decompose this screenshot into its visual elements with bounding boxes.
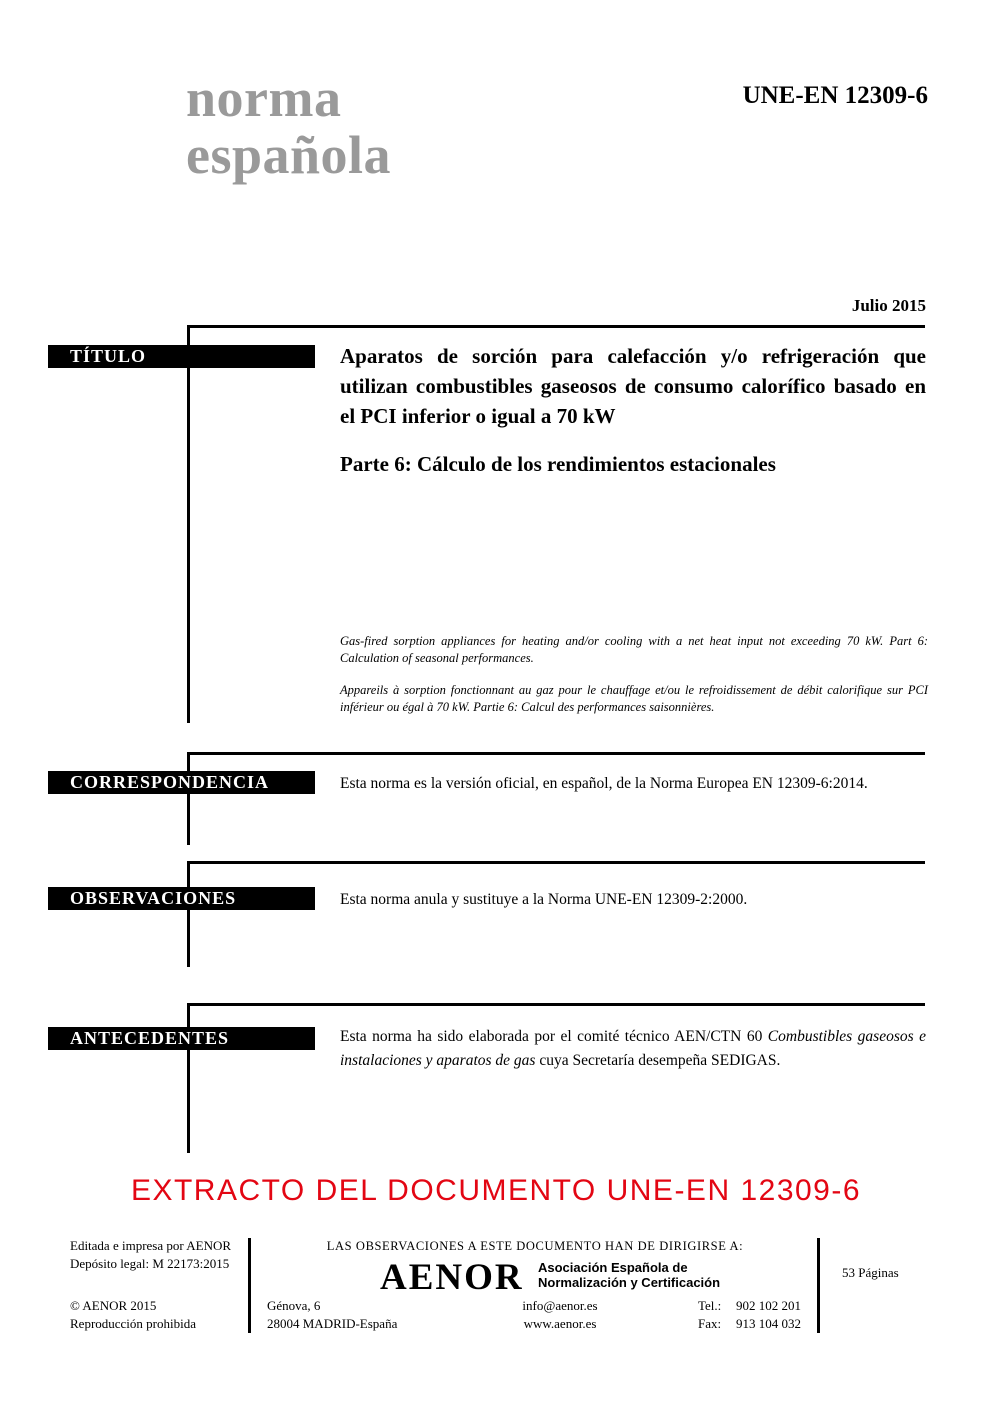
title-line-3: el PCI inferior o igual a 70 kW [340, 404, 616, 428]
correspondencia-label: CORRESPONDENCIA [48, 771, 315, 794]
footer-tel-label: Tel.: [698, 1298, 722, 1313]
footer-observations-heading: LAS OBSERVACIONES A ESTE DOCUMENTO HAN DE DIRIGIRSE A: [326, 1239, 744, 1253]
brand-logo [186, 70, 391, 184]
aenor-org-name [538, 1261, 720, 1290]
title-line-1: Aparatos de sorción para calefacción y/o refrigeración que [340, 344, 926, 368]
footer-contact-web [460, 1297, 660, 1332]
footer-publisher-block [70, 1237, 231, 1272]
footer-legal-deposit: Depósito legal: M 22173:2015 [70, 1255, 230, 1271]
footer-fax-row [698, 1315, 801, 1333]
extract-banner: EXTRACTO DEL DOCUMENTO UNE-EN 12309-6 [130, 1174, 862, 1207]
antecedentes-text-normal-1: Esta norma ha sido elaborada por el comité técnico AEN/CTN 60 [340, 1028, 768, 1045]
correspondencia-top-rule [187, 752, 925, 755]
abstract-english: Gas-fired sorption appliances for heating and/or cooling with a net heat input not exceeding 70 kW. Part 6: Calculation of seasonal performances. [340, 634, 928, 665]
document-title [340, 341, 926, 431]
titulo-label: TÍTULO [48, 345, 315, 368]
footer-copyright: © AENOR 2015 [70, 1298, 157, 1313]
aenor-org-line-2: Normalización y Certificación [538, 1274, 721, 1290]
footer-address [267, 1297, 397, 1332]
brand-line-2: española [186, 125, 392, 185]
footer-website: www.aenor.es [523, 1315, 597, 1331]
title-line-2: utilizan combustibles gaseosos de consumo calorífico basado en [340, 374, 926, 398]
footer-telfax [698, 1297, 801, 1332]
footer-tel-row [698, 1297, 801, 1315]
footer-reproduction: Reproducción prohibida [70, 1315, 196, 1331]
document-code: UNE-EN 12309-6 [742, 82, 928, 109]
antecedentes-text-italic: Combustibles gaseosos e instalaciones y aparatos de gas [340, 1028, 926, 1069]
footer-tel-number: 902 102 201 [736, 1298, 801, 1313]
titulo-top-rule [187, 325, 925, 328]
aenor-org-line-1: Asociación Española de [538, 1260, 688, 1275]
observaciones-vertical-rule [187, 861, 190, 967]
aenor-logo: AENOR [380, 1257, 524, 1298]
antecedentes-text-normal-2: cuya Secretaría desempeña SEDIGAS. [535, 1051, 781, 1069]
antecedentes-top-rule [187, 1003, 925, 1006]
footer-copyright-block [70, 1297, 196, 1332]
brand-line-1: norma [186, 68, 342, 128]
antecedentes-text [340, 1025, 926, 1072]
abstract-french: Appareils à sorption fonctionnant au gaz pour le chauffage et/ou le refroidissement de débit calorifique sur PCI inférieur ou égal à 70 kW. Partie 6: Calcul des performances saisonnières. [340, 683, 928, 714]
titulo-vertical-rule [187, 325, 190, 723]
observaciones-text: Esta norma anula y sustituye a la Norma UNE-EN 12309-2:2000. [340, 891, 748, 908]
observaciones-label: OBSERVACIONES [48, 887, 315, 910]
footer-published-by: Editada e impresa por AENOR [70, 1238, 232, 1253]
document-subtitle: Parte 6: Cálculo de los rendimientos estacionales [340, 452, 776, 476]
correspondencia-text: Esta norma es la versión oficial, en español, de la Norma Europea EN 12309-6:2014. [340, 775, 868, 792]
antecedentes-vertical-rule [187, 1003, 190, 1153]
footer-address-line-1: Génova, 6 [267, 1298, 321, 1313]
footer-fax-number: 913 104 032 [736, 1315, 801, 1331]
footer-address-line-2: 28004 MADRID-España [267, 1315, 398, 1331]
issue-date: Julio 2015 [851, 296, 926, 315]
antecedentes-label: ANTECEDENTES [48, 1027, 315, 1050]
footer-fax-label: Fax: [698, 1315, 722, 1331]
footer-page-count: 53 Páginas [842, 1265, 899, 1280]
observaciones-top-rule [187, 861, 925, 864]
correspondencia-vertical-rule [187, 752, 190, 845]
footer-email: info@aenor.es [522, 1298, 598, 1313]
